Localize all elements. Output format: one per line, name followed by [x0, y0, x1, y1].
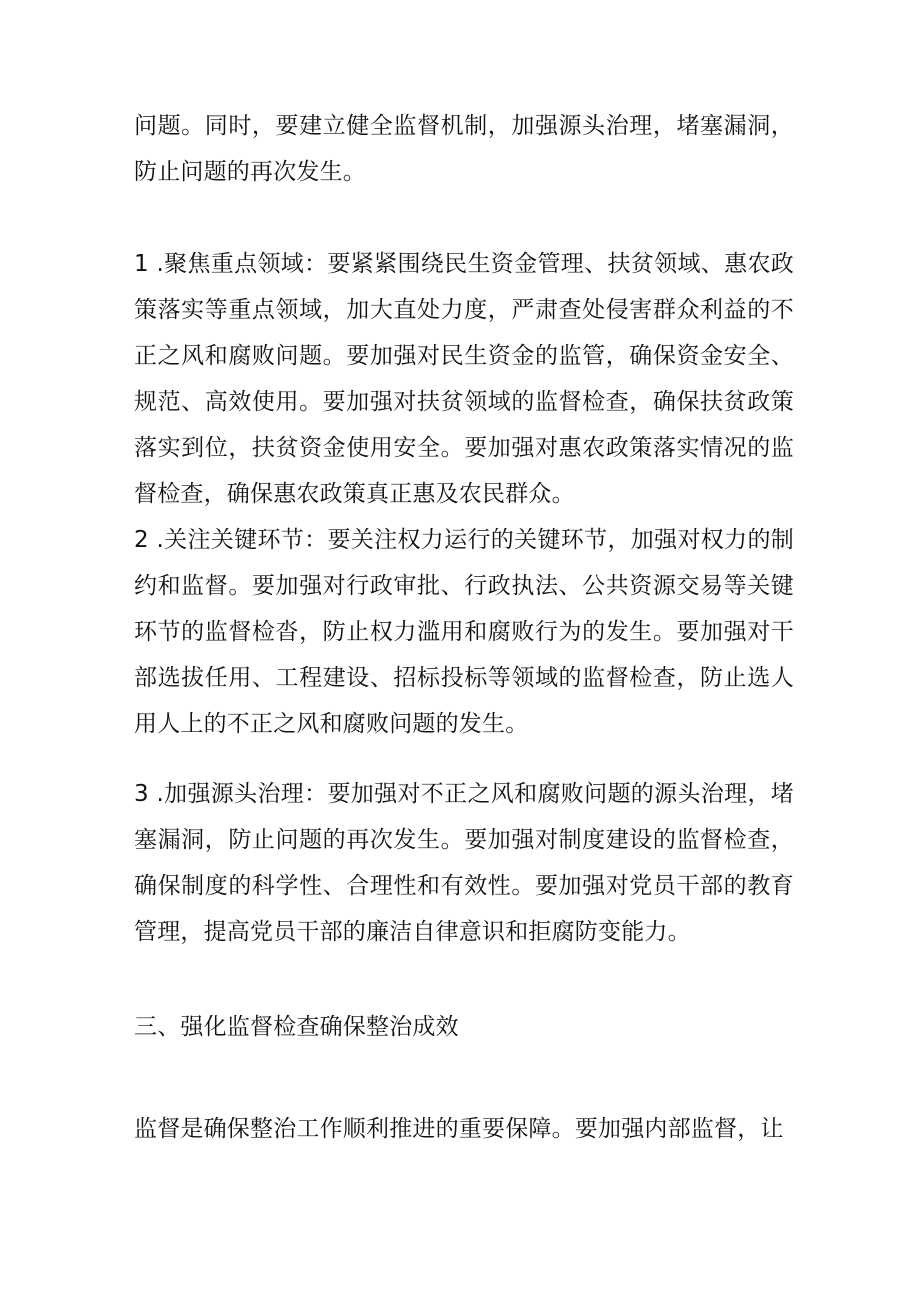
paragraph-item-2: 2 .关注关键环节：要关注权力运行的关键环节，加强对权力的制约和监督。要加强对行政审批、行政执法、公共资源交易等关键环节的监督检沓，防止权力滥用和腐败行为的发生。要加强对干部选拔任用、工程建设、招标投标等领域的监督检查，防止选人用人上的不正之风和腐败问题的发生。: [134, 527, 794, 737]
section-heading: 三、强化监督检查确保整治成效: [134, 1014, 459, 1040]
paragraph-item-3: 3 .加强源头治理：要加强对不正之风和腐败问题的源头治理，堵塞漏洞，防止问题的再次发生。要加强对制度建设的监督检查，确保制度的科学性、合理性和有效性。要加强对党员干部的教育管理，提高党员干部的廉洁自律意识和拒腐防变能力。: [134, 781, 794, 945]
paragraph-item-1: 1 .聚焦重点领域：要紧紧围绕民生资金管理、扶贫领域、惠农政策落实等重点领域，加大直处力度，严肃查处侵害群众利益的不正之风和腐败问题。要加强对民生资金的监管，确保资金安全、规范、高效使用。要加强对扶贫领域的监督检查，确保扶贫政策落实到位，扶贫资金使用安全。要加强对惠农政策落实情况的监督检查，确保惠农政策真正惠及农民群众。: [134, 251, 794, 507]
paragraph-continuation: 问题。同时，要建立健全监督机制，加强源头治理，堵塞漏洞，防止问题的再次发生。: [134, 113, 794, 185]
paragraph-closing: 监督是确保整治工作顺利推进的重要保障。要加强内部监督，让: [134, 1116, 784, 1142]
